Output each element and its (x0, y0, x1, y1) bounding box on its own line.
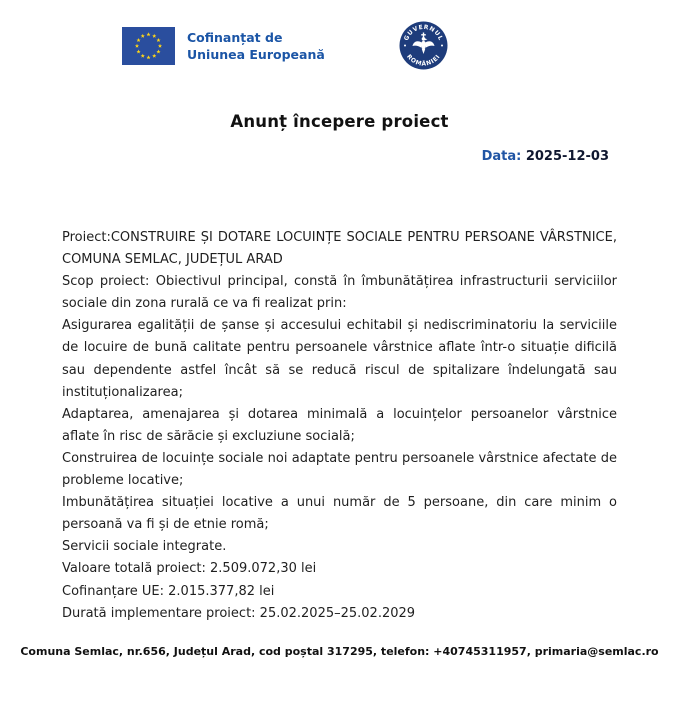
paragraph-scope: Scop proiect: Obiectivul principal, constă în îmbunătățirea infrastructurii serviciilor sociale din zona rurală ce va fi realizat prin: (62, 274, 617, 312)
date-value: 2025-12-03 (525, 149, 609, 164)
emblem-top-text: GUVERNUL (402, 23, 445, 42)
announcement-body (62, 227, 617, 625)
footer-contact: Comuna Semlac, nr.656, Județul Arad, cod poștal 317295, telefon: +40745311957, primaria@semlac.ro (20, 645, 659, 658)
paragraph-duration: Durată implementare proiect: 25.02.2025–25.02.2029 (62, 605, 416, 621)
eu-cofunded-logo (122, 27, 325, 65)
page-title: Anunț începere proiect (230, 112, 449, 131)
paragraph-objective-1: Asigurarea egalității de șanse și accesului echitabil și nediscriminatoriu la serviciile de locuire de bună calitate pentru persoanele vârstnice aflate într-o situație dificilă sau dependente astfel încât să se reducă riscul de spitalizare îndelungată sau instituționalizarea; (62, 318, 617, 400)
romanian-government-emblem-icon (399, 21, 448, 70)
paragraph-objective-2: Adaptarea, amenajarea și dotarea minimală a locuințelor persoanelor vârstnice aflate în risc de sărăcie și excluziune socială; (62, 406, 617, 444)
paragraph-project: Proiect:CONSTRUIRE ȘI DOTARE LOCUINȚE SOCIALE PENTRU PERSOANE VÂRSTNICE, COMUNA SEMLAC, JUDEȚUL ARAD (62, 230, 617, 268)
eu-logo-caption-line1: Cofinanțat de (187, 30, 283, 45)
paragraph-total-value: Valoare totală proiect: 2.509.072,30 lei (62, 561, 317, 577)
eu-logo-caption (187, 29, 325, 63)
paragraph-objective-5: Servicii sociale integrate. (62, 539, 227, 555)
date-line (62, 149, 609, 164)
paragraph-objective-4: Imbunătățirea situației locative a unui număr de 5 persoane, din care minim o persoană va fi și de etnie romă; (62, 495, 617, 533)
emblem-bottom-text: ROMÂNIEI (405, 53, 442, 68)
date-label: Data: (481, 149, 522, 164)
eu-logo-caption-line2: Uniunea Europeană (187, 47, 325, 62)
paragraph-objective-3: Construirea de locuințe sociale noi adaptate pentru persoanele vârstnice afectate de probleme locative; (62, 450, 617, 489)
eu-flag-icon (122, 27, 175, 65)
paragraph-eu-cofinancing: Cofinanțare UE: 2.015.377,82 lei (62, 583, 275, 599)
